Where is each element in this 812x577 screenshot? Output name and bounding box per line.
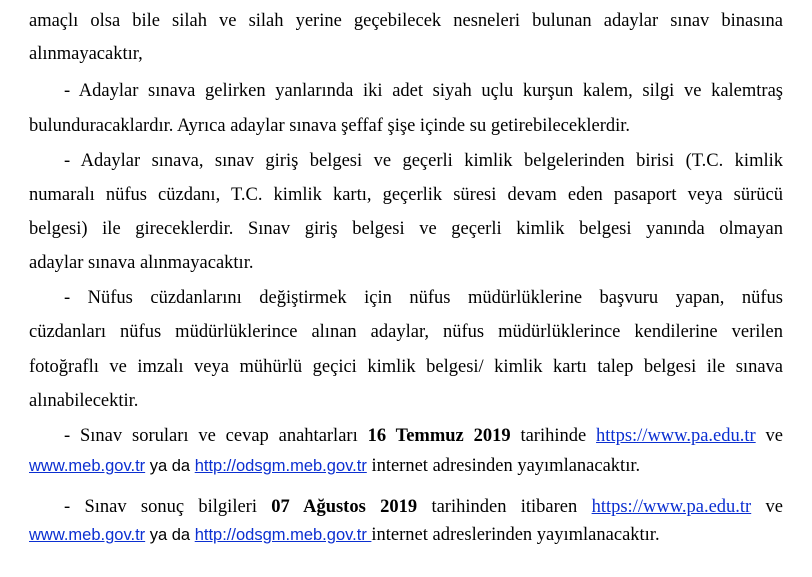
- paragraph-text: - Sınav soruları ve cevap anahtarları: [64, 426, 368, 446]
- odsgm-link[interactable]: http://odsgm.meb.gov.tr: [194, 457, 367, 475]
- paragraph-text-line: bulunduracaklardır. Ayrıca adaylar sınava şeffaf şişe içinde su getirebileceklerdir.: [29, 116, 631, 136]
- paragraph-text-line: amaçlı olsa bile silah ve silah yerine geçebilecek nesneleri bulunan adaylar sınav binasına: [29, 11, 783, 31]
- pa-edu-link[interactable]: https://www.pa.edu.tr: [591, 497, 752, 517]
- paragraph-text: - Sınav sonuç bilgileri: [64, 497, 272, 517]
- paragraph-text: internet adreslerinden yayımlanacaktır.: [371, 525, 660, 545]
- publish-date: 16 Temmuz 2019: [367, 426, 511, 446]
- pa-edu-link[interactable]: https://www.pa.edu.tr: [596, 426, 756, 446]
- results-date: 07 Ağustos 2019: [271, 497, 418, 517]
- paragraph-text-line: - Adaylar sınava gelirken yanlarında iki adet siyah uçlu kurşun kalem, silgi ve kalemtraş: [64, 81, 783, 101]
- meb-gov-link[interactable]: www.meb.gov.tr: [29, 526, 146, 544]
- exam-answers-line: [64, 425, 783, 447]
- paragraph-text-line: alınabilecektir.: [29, 391, 139, 411]
- paragraph-text: tarihinden itibaren: [417, 497, 592, 517]
- exam-answers-line-2: [29, 455, 783, 477]
- paragraph-text: internet adresinden yayımlanacaktır.: [366, 456, 641, 476]
- meb-gov-link[interactable]: www.meb.gov.tr: [29, 457, 146, 475]
- exam-results-line-2: [29, 524, 783, 546]
- paragraph-text-line: numaralı nüfus cüzdanı, T.C. kimlik kartı, geçerlik süresi devam eden pasaport veya sürücü: [29, 185, 783, 205]
- paragraph-text-line: belgesi) ile gireceklerdir. Sınav giriş belgesi ve geçerli kimlik belgesi yanında olmayan: [29, 219, 783, 239]
- paragraph-text: tarihinde: [510, 426, 597, 446]
- paragraph-text-line: alınmayacaktır,: [29, 44, 143, 64]
- paragraph-text-line: fotoğraflı ve imzalı veya mühürlü geçici kimlik belgesi/ kimlik kartı talep belgesi ile sınava: [29, 357, 783, 377]
- ya-da-text: ya da: [145, 457, 195, 475]
- paragraph-text-line: - Adaylar sınava, sınav giriş belgesi ve geçerli kimlik belgelerinden birisi (T.C. kimlik: [64, 151, 783, 171]
- paragraph-text: ve: [755, 426, 783, 446]
- ya-da-text: ya da: [145, 526, 195, 544]
- paragraph-text-line: adaylar sınava alınmayacaktır.: [29, 253, 254, 273]
- odsgm-link[interactable]: http://odsgm.meb.gov.tr: [194, 526, 372, 544]
- paragraph-text-line: - Nüfus cüzdanlarını değiştirmek için nüfus müdürlüklerine başvuru yapan, nüfus: [64, 288, 783, 308]
- paragraph-text: ve: [751, 497, 783, 517]
- exam-results-line: [64, 496, 783, 518]
- paragraph-text-line: cüzdanları nüfus müdürlüklerince alınan adaylar, nüfus müdürlüklerince kendilerine verilen: [29, 322, 783, 342]
